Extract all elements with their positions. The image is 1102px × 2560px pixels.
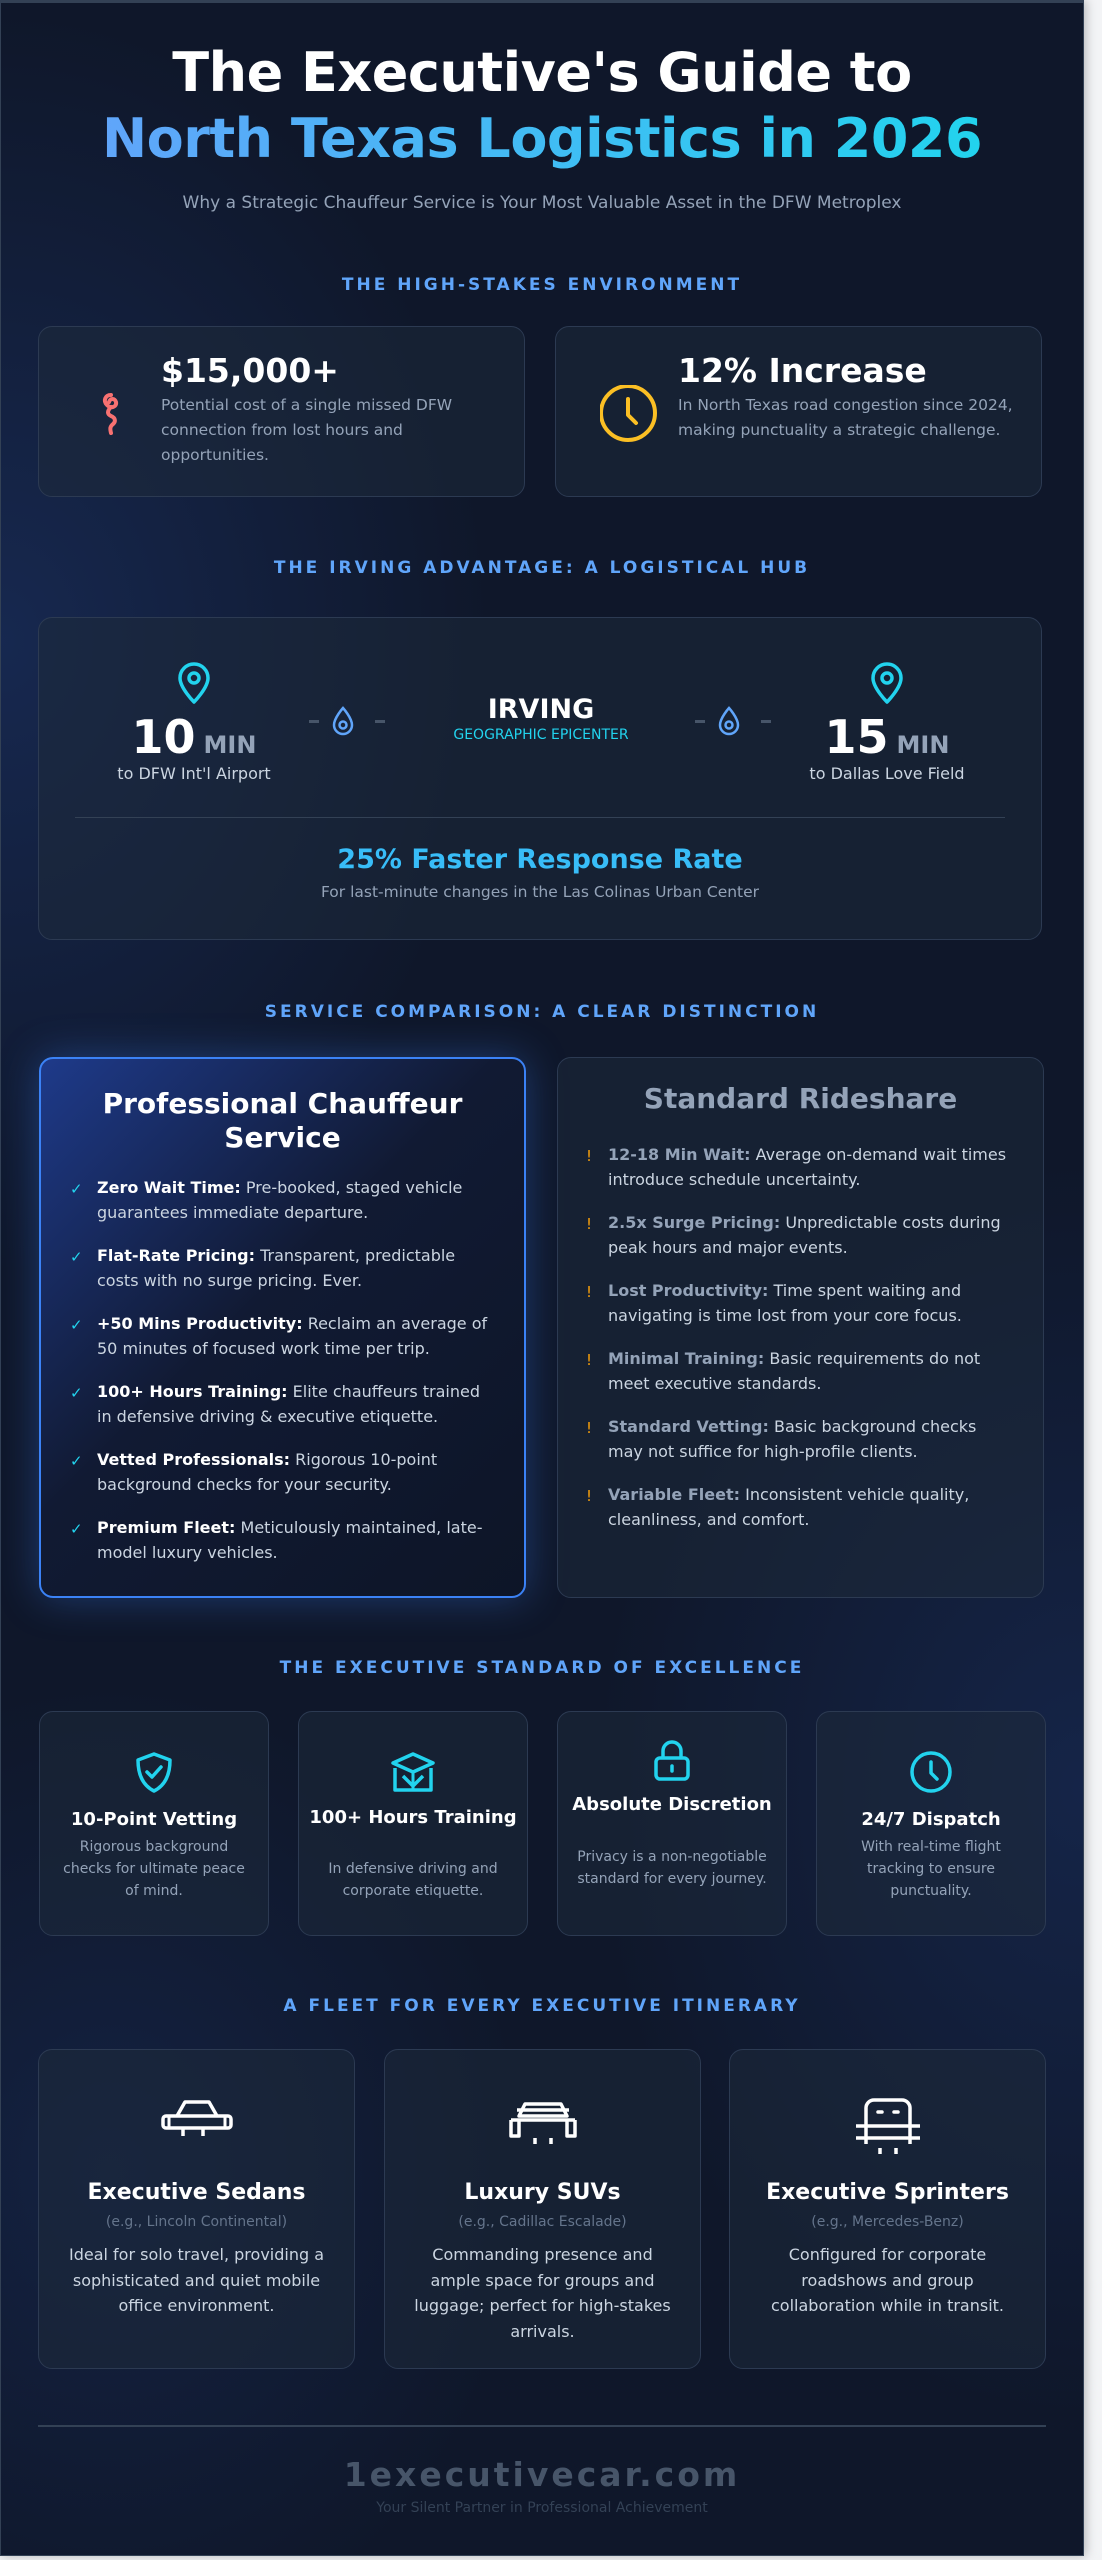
fleet-example: (e.g., Cadillac Escalade) xyxy=(458,2214,627,2230)
hub-unit: MIN xyxy=(203,731,257,759)
hub-unit: MIN xyxy=(896,731,950,759)
standard-card-dispatch xyxy=(816,1711,1046,1936)
location-drop-icon xyxy=(331,706,355,740)
standard-card-discretion xyxy=(557,1711,787,1936)
hub-center-title: IRVING xyxy=(487,694,595,725)
list-item: ✓ 100+ Hours Training: Elite chauffeurs trained in defensive driving & executive etiquette. xyxy=(70,1382,481,1426)
footer-brand[interactable]: 1executivecar.com xyxy=(343,2455,741,2494)
connector-dash xyxy=(761,720,771,723)
hub-minutes: 10 xyxy=(131,710,196,764)
page-subtitle: Why a Strategic Chauffeur Service is Your Most Valuable Asset in the DFW Metroplex xyxy=(182,193,902,213)
list-item: ✓ Premium Fleet: Meticulously maintained, late-model luxury vehicles. xyxy=(70,1518,483,1562)
response-rate-title: 25% Faster Response Rate xyxy=(337,844,743,875)
lock-icon xyxy=(558,1738,786,1782)
sedan-icon xyxy=(39,2096,354,2140)
page-title-highlight: North Texas Logistics in 2026 xyxy=(101,107,983,170)
graduation-cap-icon xyxy=(299,1750,527,1794)
list-item: ✓ +50 Mins Productivity: Reclaim an average of 50 minutes of focused work time per trip. xyxy=(70,1314,488,1358)
page-title-line2 xyxy=(1,107,1083,170)
list-item: ! Variable Fleet: Inconsistent vehicle quality, cleanliness, and comfort. xyxy=(586,1485,970,1529)
hub-label: to DFW Int'l Airport xyxy=(117,764,271,783)
standard-description: Rigorous background checks for ultimate peace of mind. xyxy=(63,1839,245,1899)
shield-check-icon xyxy=(40,1750,268,1794)
check-icon: ✓ xyxy=(70,1520,83,1538)
standard-description: Privacy is a non-negotiable standard for every journey. xyxy=(577,1849,767,1887)
list-item: ✓ Zero Wait Time: Pre-booked, staged vehicle guarantees immediate departure. xyxy=(70,1178,463,1222)
stat-description: In North Texas road congestion since 2024, making punctuality a strategic challenge. xyxy=(678,396,1013,439)
check-icon: ✓ xyxy=(70,1248,83,1266)
section-heading-comparison: SERVICE COMPARISON: A CLEAR DISTINCTION xyxy=(264,1002,820,1022)
dollar-icon xyxy=(83,385,139,441)
hub-irving xyxy=(419,694,663,743)
hub-dfw xyxy=(79,662,309,783)
professional-title: Professional Chauffeur Service xyxy=(102,1087,463,1154)
stat-description: Potential cost of a single missed DFW connection from lost hours and opportunities. xyxy=(161,396,453,464)
location-drop-icon xyxy=(717,706,741,740)
fleet-title: Executive Sprinters xyxy=(766,2180,1009,2205)
hub-center-subtitle: GEOGRAPHIC EPICENTER xyxy=(453,727,629,743)
list-item: ! Lost Productivity: Time spent waiting and navigating is time lost from your core focus. xyxy=(586,1281,962,1325)
check-icon: ✓ xyxy=(70,1180,83,1198)
rideshare-title: Standard Rideshare xyxy=(643,1082,958,1115)
stat-card-cost xyxy=(38,326,525,497)
list-item: ! Standard Vetting: Basic background checks may not suffice for high-profile clients. xyxy=(586,1417,977,1461)
standard-title: 100+ Hours Training xyxy=(309,1807,517,1828)
section-heading-standard: THE EXECUTIVE STANDARD OF EXCELLENCE xyxy=(279,1658,805,1678)
professional-service-card xyxy=(39,1057,526,1598)
fleet-card-suvs xyxy=(384,2049,701,2369)
warning-icon: ! xyxy=(586,1351,593,1369)
check-icon: ✓ xyxy=(70,1452,83,1470)
page-title-line1: The Executive's Guide to xyxy=(172,41,912,104)
list-item: ! 2.5x Surge Pricing: Unpredictable costs during peak hours and major events. xyxy=(586,1213,1001,1257)
stat-card-congestion xyxy=(555,326,1042,497)
list-item: ! 12-18 Min Wait: Average on-demand wait times introduce schedule uncertainty. xyxy=(586,1145,1007,1189)
warning-icon: ! xyxy=(586,1283,593,1301)
warning-icon: ! xyxy=(586,1419,593,1437)
footer-tagline: Your Silent Partner in Professional Achievement xyxy=(376,2500,708,2516)
rideshare-card xyxy=(557,1057,1044,1598)
warning-icon: ! xyxy=(586,1215,593,1233)
list-item: ✓ Flat-Rate Pricing: Transparent, predictable costs with no surge pricing. Ever. xyxy=(70,1246,456,1290)
check-icon: ✓ xyxy=(70,1384,83,1402)
list-item: ✓ Vetted Professionals: Rigorous 10-point background checks for your security. xyxy=(70,1450,438,1494)
clock-icon xyxy=(600,385,656,441)
fleet-card-sedans xyxy=(38,2049,355,2369)
fleet-description: Ideal for solo travel, providing a sophisticated and quiet mobile office environment. xyxy=(68,2245,325,2315)
stat-value: $15,000+ xyxy=(161,351,339,390)
list-item: ! Minimal Training: Basic requirements do not meet executive standards. xyxy=(586,1349,981,1393)
fleet-title: Luxury SUVs xyxy=(464,2180,621,2205)
map-pin-icon xyxy=(772,662,1002,704)
section-heading-high-stakes: THE HIGH-STAKES ENVIRONMENT xyxy=(341,275,743,295)
van-icon xyxy=(730,2096,1045,2160)
fleet-card-sprinters xyxy=(729,2049,1046,2369)
connector-dash xyxy=(695,720,705,723)
suv-icon xyxy=(385,2096,700,2148)
warning-icon: ! xyxy=(586,1487,593,1505)
footer-divider xyxy=(38,2425,1046,2427)
connector-dash xyxy=(309,720,319,723)
standard-description: In defensive driving and corporate etiquette. xyxy=(328,1861,498,1899)
check-icon: ✓ xyxy=(70,1316,83,1334)
fleet-description: Configured for corporate roadshows and group collaboration while in transit. xyxy=(771,2245,1004,2315)
standard-card-vetting xyxy=(39,1711,269,1936)
section-heading-irving: THE IRVING ADVANTAGE: A LOGISTICAL HUB xyxy=(273,558,811,578)
rideshare-list xyxy=(586,1142,1015,1550)
stat-value: 12% Increase xyxy=(678,351,927,390)
standard-card-training xyxy=(298,1711,528,1936)
standard-description: With real-time flight tracking to ensure punctuality. xyxy=(861,1839,1001,1899)
section-heading-fleet: A FLEET FOR EVERY EXECUTIVE ITINERARY xyxy=(283,1996,801,2016)
fleet-example: (e.g., Mercedes-Benz) xyxy=(811,2214,964,2230)
warning-icon: ! xyxy=(586,1147,593,1165)
response-rate-subtitle: For last-minute changes in the Las Colinas Urban Center xyxy=(320,883,760,901)
hub-minutes: 15 xyxy=(824,710,889,764)
fleet-example: (e.g., Lincoln Continental) xyxy=(105,2214,288,2230)
standard-title: Absolute Discretion xyxy=(572,1794,772,1815)
fleet-description: Commanding presence and ample space for groups and luggage; perfect for high-stakes arrivals. xyxy=(414,2245,671,2341)
map-pin-icon xyxy=(79,662,309,704)
connector-dash xyxy=(375,720,385,723)
standard-title: 10-Point Vetting xyxy=(70,1809,238,1830)
hub-label: to Dallas Love Field xyxy=(809,764,965,783)
standard-title: 24/7 Dispatch xyxy=(861,1809,1001,1830)
fleet-title: Executive Sedans xyxy=(87,2180,306,2205)
clock-icon xyxy=(817,1750,1045,1794)
hub-love-field xyxy=(772,662,1002,783)
divider xyxy=(75,817,1005,818)
professional-list xyxy=(70,1175,496,1583)
irving-hub-card xyxy=(38,617,1042,940)
